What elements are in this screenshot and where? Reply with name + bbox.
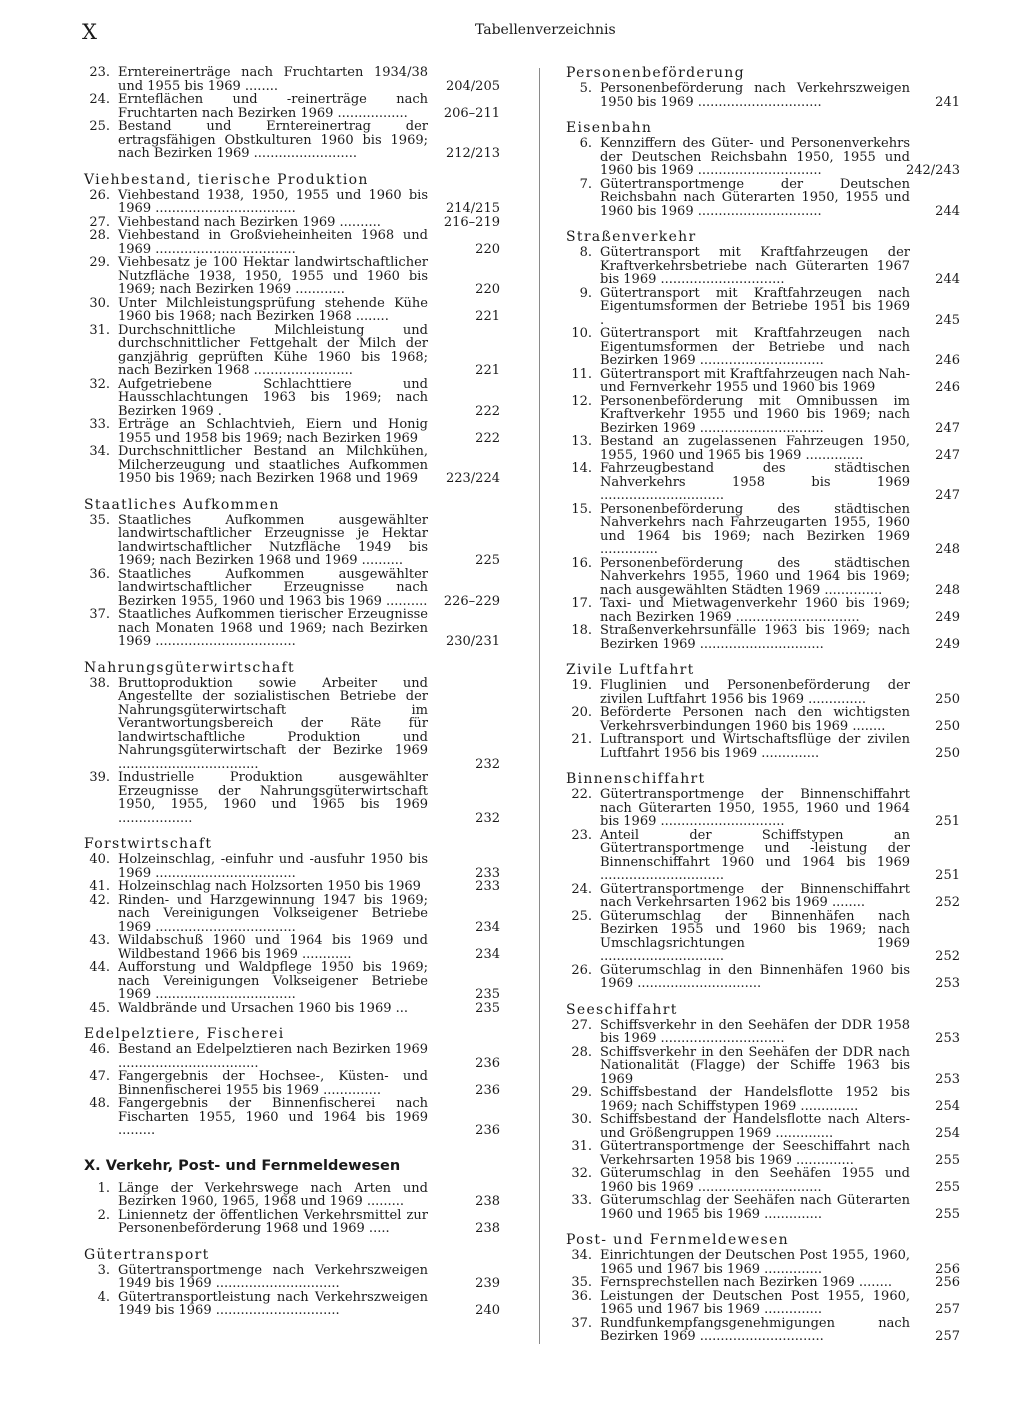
chapter-entries: [84, 1182, 500, 1236]
entry-page-ref: 253: [935, 1071, 960, 1087]
entry-page-ref: 226–229: [443, 593, 500, 609]
toc-entry: [566, 285, 960, 328]
entry-title: Gütertransport mit Kraftfahrzeugen nach Eigentumsformen der Betriebe 1951 bis 1969 .: [600, 285, 910, 328]
left-sections: [84, 66, 500, 1138]
entry-number: 21.: [571, 732, 592, 747]
entry-title: Schiffsverkehr in den Seehäfen der DDR nach Nationalität (Flagge) der Schiffe 1963 bis 1969: [600, 1044, 910, 1087]
toc-entry: [566, 596, 960, 625]
entry-number: 1.: [97, 1180, 110, 1196]
entry-page-ref: 248: [935, 542, 960, 557]
entry-title: Güterumschlag in den Seehäfen 1955 und 1960 bis 1969 ..............................: [600, 1166, 910, 1195]
entry-number: 31.: [89, 322, 110, 338]
toc-entry: [566, 81, 960, 110]
entry-title: Güterumschlag in den Binnenhäfen 1960 bis 1969 ..............................: [600, 962, 910, 991]
entry-number: 46.: [89, 1042, 110, 1057]
entry-page-ref: 238: [475, 1221, 500, 1236]
toc-entry: [566, 908, 960, 964]
section-heading: Viehbestand, tierische Produktion: [84, 171, 369, 188]
entry-number: 37.: [89, 607, 110, 622]
entry-number: 34.: [571, 1248, 592, 1263]
entry-page-ref: 256: [935, 1275, 960, 1290]
entry-number: 24.: [89, 92, 110, 107]
entry-page-ref: 216–219: [443, 214, 500, 230]
entry-title: Personenbeförderung des städtischen Nahverkehrs 1955, 1960 und 1964 bis 1969; nach ausgewählten Städten 1969 ..............: [600, 555, 910, 598]
entry-title: Kennziffern des Güter- und Personenverkehrs der Deutschen Reichsbahn 1950, 1955 und 1960 bis 1969 ..............................: [600, 136, 910, 178]
entry-number: 33.: [571, 1193, 592, 1208]
entry-title: Bruttoproduktion sowie Arbeiter und Angestellte der sozialistischen Betriebe der Nahrungsgüterwirtschaft im Verantwortungsbereich der Räte für landwirtschaftliche Produktion und Nahrungsgüterwirtschaft der Bezirke 1969 ..................................: [118, 675, 428, 772]
entry-number: 24.: [571, 881, 592, 897]
entry-number: 16.: [571, 555, 592, 571]
running-title: Tabellenverzeichnis: [475, 22, 616, 38]
toc-entry: [84, 894, 500, 935]
entry-page-ref: 206–211: [443, 105, 500, 121]
entry-title: Holzeinschlag nach Holzsorten 1950 bis 1969: [118, 879, 421, 894]
toc-section: [84, 837, 500, 1015]
toc-entry: [84, 324, 500, 378]
right-sections: [566, 65, 960, 1344]
entry-page-ref: 230/231: [445, 634, 500, 649]
toc-entry: [84, 677, 500, 772]
toc-entry: [84, 256, 500, 297]
toc-section: [566, 1232, 960, 1344]
toc-entry: [566, 1044, 960, 1087]
entry-page-ref: 232: [475, 756, 500, 772]
toc-entry: [84, 189, 500, 216]
entry-number: 35.: [571, 1275, 592, 1290]
section-heading: Binnenschiffahrt: [566, 771, 706, 787]
entry-title: Liniennetz der öffentlichen Verkehrsmittel zur Personenbeförderung 1968 und 1969 .....: [118, 1207, 428, 1236]
entry-page-ref: 233: [475, 879, 500, 894]
entry-title: Bestand an zugelassenen Fahrzeugen 1950, 1955, 1960 und 1965 bis 1969 ..............: [600, 434, 910, 463]
entry-number: 34.: [89, 444, 110, 459]
entry-number: 36.: [89, 566, 110, 582]
toc-entry: [84, 1043, 500, 1070]
section-heading: Nahrungsgüterwirtschaft: [84, 659, 295, 676]
toc-entry: [566, 326, 960, 368]
entry-number: 8.: [579, 245, 592, 260]
toc-entry: [566, 705, 960, 734]
entry-title: Ernteflächen und -reinerträge nach Fruchtarten nach Bezirken 1969 .................: [118, 92, 428, 121]
section-heading: Zivile Luftfahrt: [566, 662, 695, 678]
toc-section: [566, 1001, 960, 1222]
entry-title: Güterumschlag der Seehäfen nach Güterarten 1960 und 1965 bis 1969 ..............: [600, 1193, 910, 1222]
toc-entry: [84, 880, 500, 894]
entry-page-ref: 236: [475, 1055, 500, 1071]
entry-title: Viehbestand nach Bezirken 1969 ..........: [118, 214, 381, 230]
entry-title: Durchschnittlicher Bestand an Milchkühen, Milcherzeugung und staatliches Aufkommen 1950 bis 1969; nach Bezirken 1968 und 1969: [118, 444, 428, 486]
entry-page-ref: 236: [475, 1123, 500, 1138]
toc-entry: [84, 418, 500, 445]
toc-entry: [566, 1017, 960, 1046]
entry-page-ref: 255: [935, 1206, 960, 1222]
entry-title: Einrichtungen der Deutschen Post 1955, 1960, 1965 und 1967 bis 1969 ..............: [600, 1248, 910, 1277]
entry-number: 5.: [579, 81, 592, 96]
entry-number: 18.: [571, 623, 592, 638]
chapter-section: [84, 1158, 500, 1236]
toc-entry: [84, 961, 500, 1002]
entry-page-ref: 257: [935, 1329, 960, 1344]
toc-entry: [566, 176, 960, 219]
entry-number: 19.: [571, 678, 592, 693]
entry-number: 23.: [89, 65, 110, 80]
entry-title: Gütertransportmenge der Binnenschiffahrt nach Güterarten 1950, 1955, 1960 und 1964 bis 1969 ..............................: [600, 787, 910, 829]
left-tail-sections: [84, 1248, 500, 1318]
entry-title: Gütertransportmenge der Binnenschiffahrt nach Verkehrsarten 1962 bis 1969 ........: [600, 881, 910, 910]
toc-entry: [84, 1070, 500, 1097]
toc-entry: [566, 366, 960, 395]
entry-number: 26.: [571, 962, 592, 978]
toc-entry: [84, 1209, 500, 1236]
toc-entry: [566, 555, 960, 598]
entry-title: Anteil der Schiffstypen an Gütertransportmenge und -leistung der Binnenschiffahrt 1960 und 1964 bis 1969 ..............................: [600, 827, 910, 883]
entry-number: 40.: [89, 852, 110, 867]
entry-number: 48.: [89, 1096, 110, 1111]
entry-title: Personenbeförderung nach Verkehrszweigen 1950 bis 1969 ..............................: [600, 81, 910, 110]
entry-page-ref: 250: [935, 745, 960, 761]
toc-entry: [566, 393, 960, 436]
entry-number: 17.: [571, 596, 592, 611]
toc-entry: [84, 1182, 500, 1209]
toc-entry: [566, 1166, 960, 1195]
entry-title: Bestand an Edelpelztieren nach Bezirken 1969 ..................................: [118, 1042, 428, 1071]
toc-entry: [566, 623, 960, 652]
entry-number: 29.: [571, 1085, 592, 1100]
entry-number: 9.: [579, 285, 592, 301]
entry-page-ref: 240: [475, 1303, 500, 1318]
entry-number: 23.: [571, 827, 592, 843]
entry-page-ref: 250: [935, 718, 960, 734]
toc-entry: [84, 120, 500, 161]
entry-title: Schiffsbestand der Handelsflotte 1952 bis 1969; nach Schiffstypen 1969 ..............: [600, 1085, 910, 1114]
entry-page-ref: 214/215: [445, 201, 500, 216]
entry-number: 28.: [89, 228, 110, 243]
entry-number: 27.: [571, 1017, 592, 1033]
entry-title: Güterumschlag der Binnenhäfen nach Bezirken 1955 und 1960 bis 1969; nach Umschlagsrichtungen 1969 ..............................: [600, 908, 910, 964]
entry-number: 25.: [571, 908, 592, 924]
toc-entry: [84, 853, 500, 880]
section-heading: Eisenbahn: [566, 120, 653, 136]
entry-title: Staatliches Aufkommen tierischer Erzeugnisse nach Monaten 1968 und 1969; nach Bezirken 1969 ..................................: [118, 607, 428, 649]
section-heading: Seeschiffahrt: [566, 1001, 678, 1018]
entry-title: Gütertransport mit Kraftfahrzeugen nach Eigentumsformen der Betriebe und nach Bezirken 1969 ..............................: [600, 326, 910, 368]
entry-title: Industrielle Produktion ausgewählter Erzeugnisse der Nahrungsgüterwirtschaft 1950, 1955, 1960 und 1965 bis 1969 ..................: [118, 770, 428, 826]
toc-section: [84, 66, 500, 161]
entry-number: 31.: [571, 1139, 592, 1154]
entry-number: 42.: [89, 892, 110, 908]
entry-page-ref: 247: [935, 488, 960, 503]
toc-entry: [566, 1315, 960, 1344]
entry-number: 25.: [89, 119, 110, 134]
toc-entry: [84, 608, 500, 649]
entry-title: Waldbrände und Ursachen 1960 bis 1969 ...: [118, 1000, 409, 1016]
entry-page-ref: 221: [475, 363, 500, 378]
entry-page-ref: 247: [935, 420, 960, 436]
toc-entry: [566, 881, 960, 910]
toc-section: [84, 661, 500, 826]
entry-page-ref: 241: [935, 94, 960, 110]
toc-section: [566, 662, 960, 761]
entry-title: Holzeinschlag, -einfuhr und -ausfuhr 1950 bis 1969 ..................................: [118, 852, 428, 881]
entry-page-ref: 245: [935, 312, 960, 328]
entry-page-ref: 238: [475, 1194, 500, 1209]
entry-title: Fernsprechstellen nach Bezirken 1969 ........: [600, 1275, 892, 1290]
entry-title: Wildabschuß 1960 und 1964 bis 1969 und Wildbestand 1966 bis 1969 ............: [118, 933, 428, 962]
entry-page-ref: 246: [935, 353, 960, 368]
section-heading: Edelpelztiere, Fischerei: [84, 1026, 285, 1042]
entry-title: Schiffsverkehr in den Seehäfen der DDR 1958 bis 1969 ..............................: [600, 1017, 910, 1046]
entry-number: 2.: [97, 1207, 110, 1223]
toc-entry: [84, 514, 500, 568]
toc-entry: [566, 1275, 960, 1290]
entry-number: 39.: [89, 770, 110, 785]
entry-page-ref: 246: [935, 380, 960, 395]
entry-number: 32.: [571, 1166, 592, 1181]
entry-number: 27.: [89, 214, 110, 230]
entry-number: 12.: [571, 393, 592, 409]
toc-entry: [566, 827, 960, 883]
toc-entry: [566, 1139, 960, 1168]
entry-number: 13.: [571, 434, 592, 449]
section-heading: Forstwirtschaft: [84, 836, 213, 852]
toc-entry: [84, 378, 500, 419]
toc-entry: [566, 1085, 960, 1114]
entry-page-ref: 254: [935, 1125, 960, 1141]
entry-title: Länge der Verkehrswege nach Arten und Bezirken 1960, 1965, 1968 und 1969 .........: [118, 1180, 428, 1209]
toc-entry: [566, 434, 960, 463]
entry-number: 28.: [571, 1044, 592, 1060]
entry-title: Viehbesatz je 100 Hektar landwirtschaftlicher Nutzfläche 1938, 1950, 1955 und 1960 bis 1969; nach Bezirken 1969 ............: [118, 255, 428, 297]
entry-number: 41.: [89, 879, 110, 894]
toc-entry: [566, 501, 960, 557]
entry-page-ref: 232: [475, 810, 500, 826]
entry-title: Gütertransportmenge nach Verkehrszweigen 1949 bis 1969 ..............................: [118, 1262, 428, 1291]
toc-entry: [566, 1248, 960, 1277]
entry-title: Gütertransport mit Kraftfahrzeugen der Kraftverkehrsbetriebe nach Güterarten 1967 bis 1969 ..............................: [600, 245, 910, 287]
entry-number: 11.: [571, 366, 592, 382]
entry-page-ref: 244: [935, 272, 960, 287]
page-number: X: [82, 20, 98, 44]
entry-page-ref: 235: [475, 1000, 500, 1016]
entry-title: Fangergebnis der Binnenfischerei nach Fischarten 1955, 1960 und 1964 bis 1969 .........: [118, 1096, 428, 1138]
entry-page-ref: 252: [935, 949, 960, 964]
toc-entry: [566, 678, 960, 707]
toc-section: [566, 120, 960, 219]
entry-number: 36.: [571, 1288, 592, 1304]
entry-page-ref: 220: [475, 241, 500, 257]
entry-number: 22.: [571, 787, 592, 802]
entry-title: Fahrzeugbestand des städtischen Nahverkehrs 1958 bis 1969 ..............................: [600, 461, 910, 503]
entry-page-ref: 253: [935, 976, 960, 991]
entry-number: 44.: [89, 960, 110, 975]
entry-number: 32.: [89, 376, 110, 392]
entry-number: 47.: [89, 1069, 110, 1084]
entry-title: Gütertransportmenge der Seeschiffahrt nach Verkehrsarten 1958 bis 1969 ..............: [600, 1139, 910, 1168]
entry-title: Personenbeförderung des städtischen Nahverkehrs nach Fahrzeugarten 1955, 1960 und 1964 bis 1969; nach Bezirken 1969 ..............: [600, 501, 910, 557]
section-heading: Gütertransport: [84, 1246, 210, 1263]
entry-page-ref: 251: [935, 814, 960, 829]
entry-page-ref: 249: [935, 636, 960, 652]
entry-page-ref: 233: [475, 865, 500, 881]
entry-page-ref: 255: [935, 1152, 960, 1168]
toc-entry: [566, 732, 960, 761]
entry-number: 38.: [89, 675, 110, 691]
entry-number: 35.: [89, 512, 110, 528]
toc-section: [566, 771, 960, 991]
entry-number: 30.: [89, 295, 110, 311]
entry-title: Luftransport und Wirtschaftsflüge der zivilen Luftfahrt 1956 bis 1969 ..............: [600, 732, 910, 761]
toc-entry: [84, 934, 500, 961]
entry-title: Erntereinerträge nach Fruchtarten 1934/38 und 1955 bis 1969 ........: [118, 65, 428, 94]
toc-section: [84, 498, 500, 649]
toc-entry: [84, 1002, 500, 1016]
toc-entry: [84, 568, 500, 609]
toc-entry: [84, 1097, 500, 1138]
entry-page-ref: 234: [475, 946, 500, 962]
toc-entry: [566, 1112, 960, 1141]
entry-title: Fangergebnis der Hochsee-, Küsten- und Binnenfischerei 1955 bis 1969 ..............: [118, 1069, 428, 1098]
entry-page-ref: 248: [935, 582, 960, 598]
entry-number: 3.: [97, 1262, 110, 1278]
toc-entry: [84, 1264, 500, 1291]
entry-title: Leistungen der Deutschen Post 1955, 1960, 1965 und 1967 bis 1969 ..............: [600, 1288, 910, 1317]
toc-entry: [566, 245, 960, 287]
toc-entry: [84, 1291, 500, 1318]
toc-entry: [84, 297, 500, 324]
entry-page-ref: 222: [475, 430, 500, 446]
entry-page-ref: 236: [475, 1082, 500, 1098]
entry-number: 20.: [571, 705, 592, 720]
entry-title: Staatliches Aufkommen ausgewählter landwirtschaftlicher Erzeugnisse nach Bezirken 1955, 1960 und 1963 bis 1969 ..........: [118, 566, 428, 609]
entry-page-ref: 239: [475, 1276, 500, 1291]
toc-entry: [566, 136, 960, 178]
entry-title: Schiffsbestand der Handelsflotte nach Alters- und Größengruppen 1969 ..............: [600, 1112, 910, 1141]
section-heading: Staatliches Aufkommen: [84, 496, 280, 513]
entry-title: Personenbeförderung mit Omnibussen im Kraftverkehr 1955 und 1960 bis 1969; nach Bezirken 1969 ..............................: [600, 393, 910, 436]
toc-entry: [84, 445, 500, 486]
entry-number: 10.: [571, 326, 592, 341]
toc-entry: [84, 229, 500, 256]
section-heading: Post- und Fernmeldewesen: [566, 1232, 789, 1248]
toc-section: [84, 173, 500, 486]
entry-title: Beförderte Personen nach den wichtigsten Verkehrsverbindungen 1960 bis 1969 ........: [600, 705, 910, 734]
entry-title: Straßenverkehrsunfälle 1963 bis 1969; nach Bezirken 1969 ..............................: [600, 623, 910, 652]
entry-page-ref: 223/224: [445, 471, 500, 486]
entry-number: 14.: [571, 461, 592, 476]
entry-page-ref: 222: [475, 403, 500, 419]
entry-title: Staatliches Aufkommen ausgewählter landwirtschaftlicher Erzeugnisse je Hektar landwirtschaftlicher Nutzfläche 1949 bis 1969; nach Bezirken 1968 und 1969 ..........: [118, 512, 428, 568]
toc-section: [84, 1027, 500, 1138]
entry-title: Gütertransportmenge der Deutschen Reichsbahn nach Güterarten 1950, 1955 und 1960 bis 1969 ..............................: [600, 176, 910, 219]
entry-number: 6.: [579, 136, 592, 151]
entry-title: Bestand und Erntereinertrag der ertragsfähigen Obstkulturen 1960 bis 1969; nach Bezirken 1969 .........................: [118, 119, 428, 161]
entry-page-ref: 225: [475, 553, 500, 568]
entry-title: Fluglinien und Personenbeförderung der zivilen Luftfahrt 1956 bis 1969 ..............: [600, 678, 910, 707]
entry-page-ref: 253: [935, 1031, 960, 1046]
entry-page-ref: 244: [935, 203, 960, 219]
entry-page-ref: 257: [935, 1302, 960, 1317]
right-column: [566, 65, 960, 1356]
column-divider: [539, 68, 540, 1344]
toc-section: [84, 1248, 500, 1318]
entry-number: 15.: [571, 501, 592, 517]
entry-page-ref: 250: [935, 691, 960, 707]
entry-title: Gütertransportleistung nach Verkehrszweigen 1949 bis 1969 ..............................: [118, 1289, 428, 1318]
entry-number: 4.: [97, 1289, 110, 1305]
entry-number: 43.: [89, 933, 110, 948]
entry-number: 7.: [579, 176, 592, 192]
entry-number: 30.: [571, 1112, 592, 1127]
section-heading: Straßenverkehr: [566, 229, 697, 245]
toc-entry: [566, 787, 960, 829]
toc-entry: [84, 66, 500, 93]
entry-title: Rinden- und Harzgewinnung 1947 bis 1969; nach Vereinigungen Volkseigener Betriebe 1969 ..................................: [118, 892, 428, 935]
toc-entry: [84, 216, 500, 230]
entry-page-ref: 234: [475, 919, 500, 935]
entry-title: Viehbestand 1938, 1950, 1955 und 1960 bis 1969 ..................................: [118, 187, 428, 216]
entry-title: Erträge an Schlachtvieh, Eiern und Honig 1955 und 1958 bis 1969; nach Bezirken 1969: [118, 417, 428, 446]
entry-page-ref: 204/205: [445, 78, 500, 94]
entry-title: Rundfunkempfangsgenehmigungen nach Bezirken 1969 ..............................: [600, 1315, 910, 1344]
entry-title: Aufgetriebene Schlachttiere und Hausschlachtungen 1963 bis 1969; nach Bezirken 1969 .: [118, 376, 428, 419]
toc-entry: [566, 1193, 960, 1222]
entry-title: Taxi- und Mietwagenverkehr 1960 bis 1969; nach Bezirken 1969 ..............................: [600, 596, 910, 625]
toc-section: [566, 65, 960, 110]
entry-page-ref: 212/213: [445, 146, 500, 161]
entry-page-ref: 220: [475, 282, 500, 297]
entry-number: 26.: [89, 187, 110, 203]
entry-number: 37.: [571, 1315, 592, 1331]
entry-title: Aufforstung und Waldpflege 1950 bis 1969; nach Vereinigungen Volkseigener Betriebe 1969 ..................................: [118, 960, 428, 1002]
entry-page-ref: 256: [935, 1261, 960, 1277]
toc-section: [566, 229, 960, 652]
entry-page-ref: 235: [475, 987, 500, 1002]
entry-page-ref: 254: [935, 1098, 960, 1114]
entry-page-ref: 221: [475, 309, 500, 324]
entry-page-ref: 255: [935, 1179, 960, 1195]
section-heading: Personenbeförderung: [566, 65, 745, 81]
entry-number: 29.: [89, 255, 110, 270]
entry-number: 33.: [89, 417, 110, 432]
entry-title: Gütertransport mit Kraftfahrzeugen nach Nah- und Fernverkehr 1955 und 1960 bis 1969: [600, 366, 910, 395]
toc-entry: [566, 962, 960, 991]
chapter-heading: X. Verkehr, Post- und Fernmeldewesen: [84, 1157, 401, 1174]
entry-number: 45.: [89, 1000, 110, 1016]
entry-page-ref: 249: [935, 609, 960, 625]
entry-page-ref: 242/243: [905, 163, 960, 178]
entry-title: Viehbestand in Großvieheinheiten 1968 und 1969 ..................................: [118, 228, 428, 257]
entry-title: Unter Milchleistungsprüfung stehende Kühe 1960 bis 1968; nach Bezirken 1968 ........: [118, 295, 428, 324]
toc-entry: [84, 93, 500, 120]
entry-page-ref: 252: [935, 895, 960, 910]
toc-entry: [84, 771, 500, 825]
entry-title: Durchschnittliche Milchleistung und durchschnittlicher Fettgehalt der Milch der ganzjährig geprüften Kühe 1960 bis 1968; nach Bezirken 1968 ........................: [118, 322, 428, 378]
entry-page-ref: 247: [935, 447, 960, 463]
left-column: [84, 66, 500, 1330]
toc-entry: [566, 461, 960, 503]
toc-entry: [566, 1288, 960, 1317]
entry-page-ref: 251: [935, 868, 960, 883]
